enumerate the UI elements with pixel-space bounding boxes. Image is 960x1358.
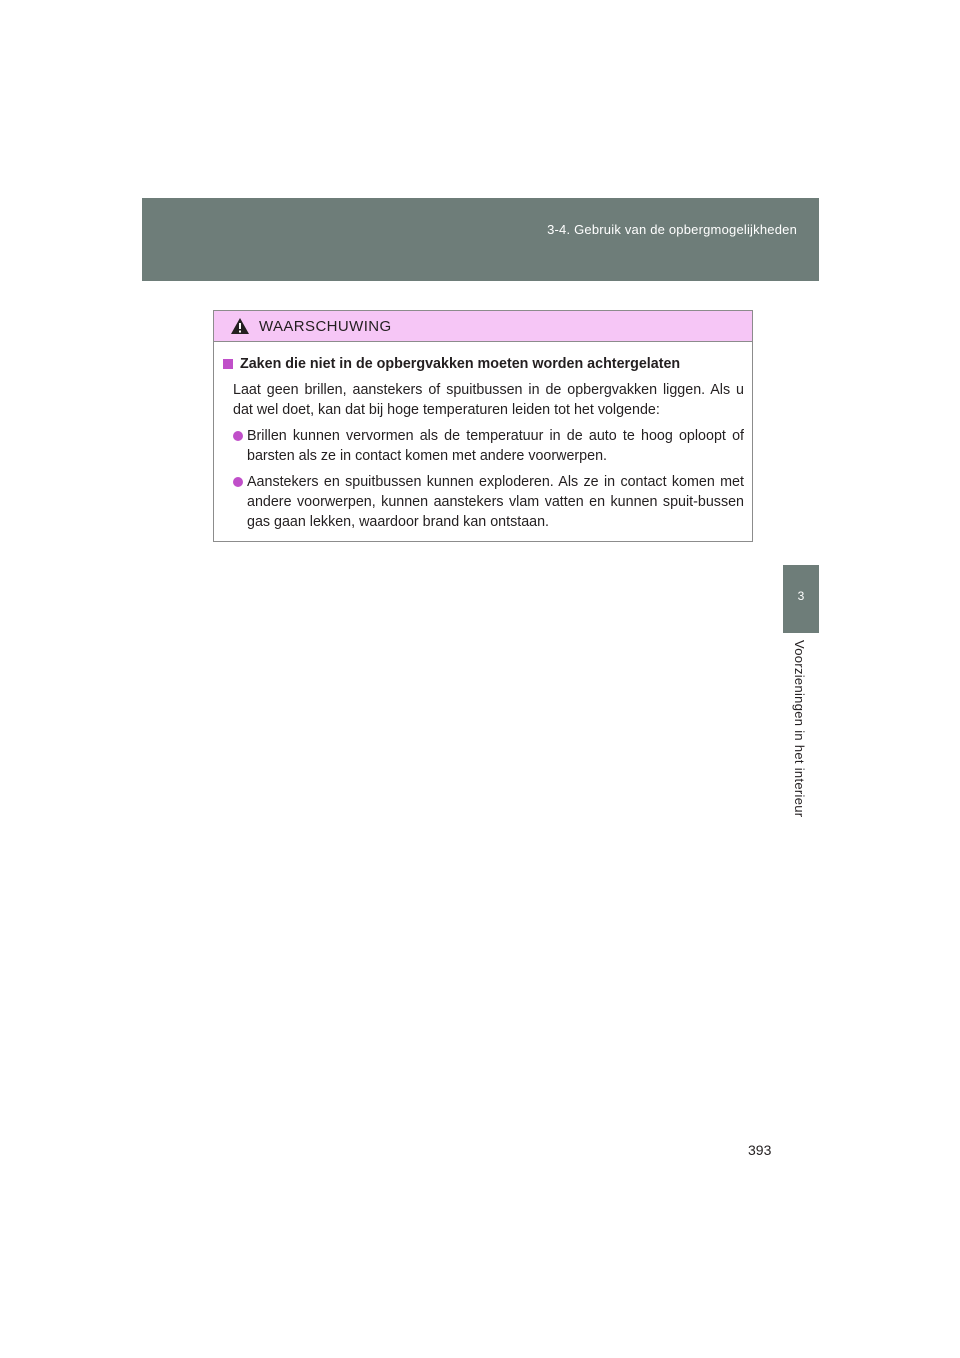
warning-body — [214, 342, 752, 532]
section-heading — [221, 354, 744, 374]
warning-title: WAARSCHUWING — [259, 317, 392, 335]
dot-bullet-icon — [233, 431, 243, 441]
page-number: 393 — [748, 1142, 772, 1158]
dot-bullet-icon — [233, 477, 243, 487]
chapter-tab — [783, 565, 819, 633]
warning-triangle-icon — [230, 317, 250, 335]
warning-box — [213, 310, 753, 542]
chapter-number: 3 — [797, 589, 805, 603]
list-item — [221, 472, 744, 532]
chapter-title: Voorzieningen in het interieur — [792, 640, 807, 818]
section-title: 3-4. Gebruik van de opbergmogelijkheden — [547, 222, 797, 237]
list-item-text: Aanstekers en spuitbussen kunnen exploderen. Als ze in contact komen met andere voorwerpen, kunnen aanstekers vlam vatten en kunnen spuit-bussen gas gaan lekken, waardoor brand kan ontstaan. — [247, 474, 744, 530]
header-bar — [142, 198, 819, 281]
warning-header — [214, 311, 752, 342]
list-item-text: Brillen kunnen vervormen als de temperatuur in de auto te hoog oploopt of barsten als ze in contact komen met andere voorwerpen. — [247, 428, 744, 464]
square-bullet-icon — [223, 359, 233, 369]
section-heading-text: Zaken die niet in de opbergvakken moeten worden achtergelaten — [240, 356, 681, 372]
list-item — [221, 426, 744, 466]
intro-paragraph: Laat geen brillen, aanstekers of spuitbussen in de opbergvakken liggen. Als u dat wel doet, kan dat bij hoge temperaturen leiden tot het volgende: — [233, 382, 744, 418]
